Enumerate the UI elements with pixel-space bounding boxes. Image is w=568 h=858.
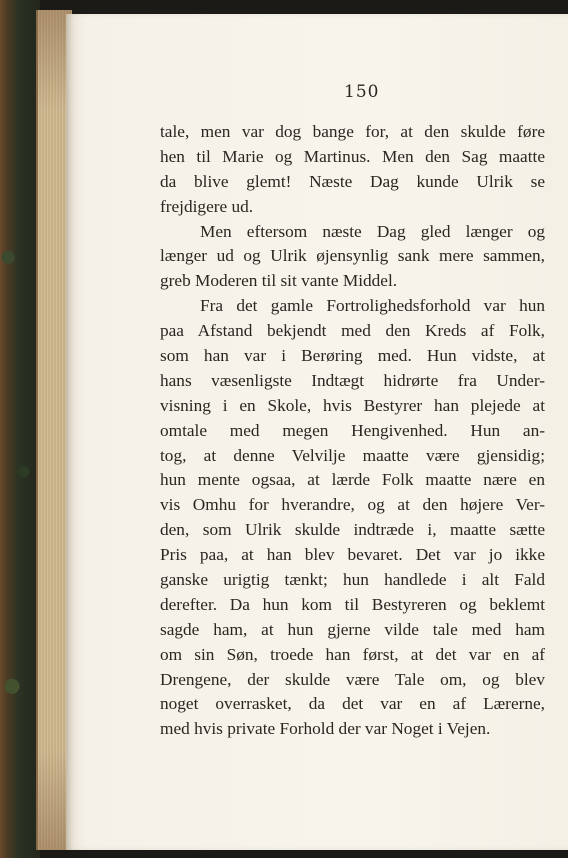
text-line: om sin Søn, troede han først, at det var en af (160, 644, 545, 664)
book-cover (0, 0, 40, 858)
text-line: Drengene, der skulde være Tale om, og blev (160, 669, 545, 689)
text-line: Pris paa, at han blev bevaret. Det var jo ikke (160, 545, 545, 565)
text-line: som han var i Berøring med. Hun vidste, at (160, 346, 545, 366)
text-line: paa Afstand bekjendt med den Kreds af Folk, (160, 321, 545, 341)
text-line: den, som Ulrik skulde indtræde i, maatte sætte (160, 520, 545, 540)
text-line: tog, at denne Velvilje maatte være gjensidig; (160, 445, 545, 465)
text-line: vis Omhu for hverandre, og at den højere Ver- (160, 495, 545, 515)
text-line: greb Moderen til sit vante Middel. (160, 271, 398, 291)
text-line: Fra det gamle Fortrolighedsforhold var hun (200, 296, 545, 316)
text-line: frejdigere ud. (160, 196, 254, 216)
text-line: med hvis private Forhold der var Noget i Vejen. (160, 719, 491, 739)
text-line: hen til Marie og Martinus. Men den Sag maatte (160, 146, 545, 166)
body-text (160, 120, 545, 742)
page-number: 150 (344, 82, 380, 102)
text-line: ganske urigtig tænkt; hun handlede i alt Fald (160, 570, 545, 590)
text-line: tale, men var dog bange for, at den skulde føre (160, 122, 545, 141)
text-line: Men eftersom næste Dag gled længer og (200, 221, 545, 241)
text-line: omtale med megen Hengivenhed. Hun an- (160, 420, 545, 440)
text-line: længer ud og Ulrik øjensynlig sank mere sammen, (160, 246, 545, 266)
text-line: hun mente ogsaa, at lærde Folk maatte nære en (160, 470, 545, 490)
text-line: visning i en Skole, hvis Bestyrer han plejede at (160, 395, 545, 415)
text-line: noget overrasket, da det var en af Lærerne, (160, 694, 545, 714)
text-line: derefter. Da hun kom til Bestyreren og beklemt (160, 594, 545, 614)
text-line: da blive glemt! Næste Dag kunde Ulrik se (160, 171, 545, 191)
text-line: sagde ham, at hun gjerne vilde tale med ham (160, 619, 545, 639)
text-line: hans væsenligste Indtægt hidrørte fra Under- (160, 370, 545, 390)
